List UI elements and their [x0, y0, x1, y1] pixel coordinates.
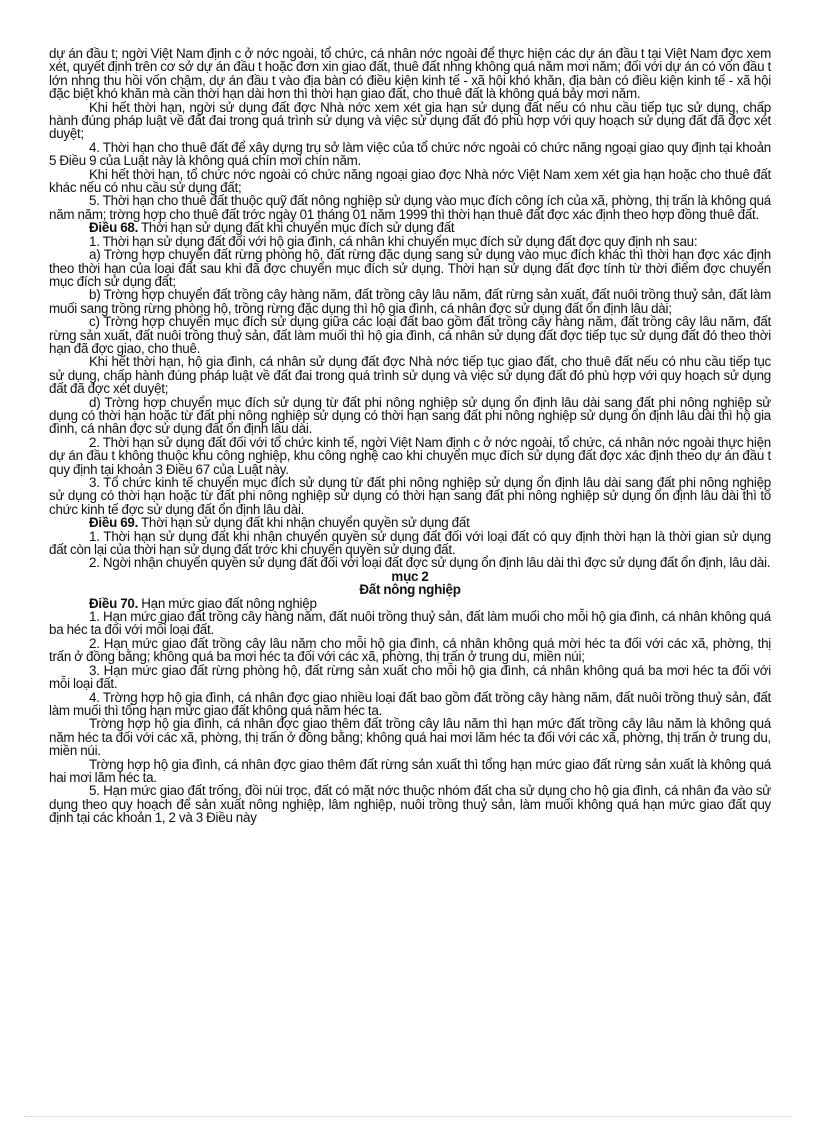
section-subtitle: Đất nông nghiệp — [359, 582, 461, 598]
paragraph — [49, 597, 771, 610]
paragraph — [49, 610, 771, 637]
paragraph-text: 3. Tổ chức kinh tế chuyển mục đích sử dụng từ đất phi nông nghiệp sử dụng ổn định lâu dài sang đất phi nông nghiệp sử dụng có thời hạn hoặc từ đất phi nông nghiệp sử dụng có thời hạn sang đất phi nông nghiệp sử dụng ổn định lâu dài thì tổ chức kinh tế đợc sử dụng đất ổn định lâu dài. — [49, 475, 771, 517]
paragraph-text: Thời hạn sử dụng đất khi chuyển mục đích sử dụng đất — [138, 220, 455, 236]
paragraph — [49, 248, 771, 288]
paragraph-text: 2. Thời hạn sử dụng đất đối với tổ chức kinh tế, ngời Việt Nam định c ở nớc ngoài, tổ chức, cá nhân nớc ngoài thực hiện dự án đầu t không thuộc khu công nghiệp, khu công nghệ cao khi chuyển mục đích sử dụng đất đợc xác định theo dự án đầu t quy định tại khoản 3 Điều 67 của Luật này. — [49, 434, 771, 477]
paragraph-text: Khi hết thời hạn, hộ gia đình, cá nhân sử dụng đất đợc Nhà nớc tiếp tục giao đất, cho thuê đất nếu có nhu cầu tiếp tục sử dụng, chấp hành đúng pháp luật về đất đai trong quá trình sử dụng và việc sử dụng đất đó phù hợp với quy hoạch sử dụng đất đã đợc xét duyệt; — [49, 354, 771, 397]
document-body-part-1 — [49, 47, 771, 570]
paragraph — [49, 637, 771, 664]
paragraph-text: 1. Thời hạn sử dụng đất đối với hộ gia đình, cá nhân khi chuyển mục đích sử dụng đất đợc quy định nh sau: — [89, 233, 698, 249]
paragraph — [49, 556, 771, 569]
paragraph-text: b) Trờng hợp chuyển đất trồng cây hàng năm, đất trồng cây lâu năm, đất rừng sản xuất, đất nuôi trồng thuỷ sản, đất làm muối sang trồng rừng phòng hộ, trồng rừng đặc dụng thì hộ gia đình, cá nhân đợc sử dụng đất ổn định lâu dài; — [49, 287, 771, 316]
article-label: Điều 68. — [89, 220, 139, 236]
paragraph — [49, 168, 771, 195]
paragraph — [49, 47, 771, 101]
paragraph — [49, 664, 771, 691]
section-title: mục 2 — [391, 568, 429, 584]
paragraph — [49, 141, 771, 168]
paragraph — [49, 221, 771, 234]
paragraph — [49, 288, 771, 315]
paragraph-text: 4. Thời hạn cho thuê đất để xây dựng trụ sở làm việc của tổ chức nớc ngoài có chức năng ngoại giao quy định tại khoản 5 Điều 9 của Luật này là không quá chín mơi chín năm. — [49, 139, 771, 169]
paragraph-text: Trờng hợp hộ gia đình, cá nhân đợc giao thêm đất trồng cây lâu năm thì hạn mức đất trồng cây lâu năm là không quá năm héc ta đối với các xã, phờng, thị trấn ở đồng bằng; không quá hai mơi lăm héc ta đối với các xã, phờng, thị trấn ở trung du, miền núi. — [49, 716, 771, 759]
paragraph — [49, 101, 771, 141]
document-body-part-2 — [49, 597, 771, 825]
paragraph-text: 1. Thời hạn sử dụng đất khi nhận chuyển quyền sử dụng đất đối với loại đất có quy định thời hạn là thời gian sử dụng đất còn lại của thời hạn sử dụng đất trớc khi chuyển quyền sử dụng đất. — [49, 528, 771, 558]
paragraph — [49, 194, 771, 221]
paragraph-text: 5. Thời hạn cho thuê đất thuộc quỹ đất nông nghiệp sử dụng vào mục đích công ích của xã, phờng, thị trấn là không quá năm năm; trờng hợp cho thuê đất trớc ngày 01 tháng 01 năm 1999 thì thời hạn thuê đất đợc xác định theo hợp đồng thuê đất. — [49, 193, 771, 222]
paragraph-text: a) Trờng hợp chuyển đất rừng phòng hộ, đất rừng đặc dụng sang sử dụng vào mục đích khác thì thời hạn đợc xác định theo thời hạn của loại đất sau khi đã đợc chuyển mục đích sử dụng. Thời hạn sử dụng đất đợc tính từ thời điểm đợc chuyển mục đích sử dụng đất; — [49, 247, 771, 289]
paragraph — [49, 436, 771, 476]
paragraph-text: 3. Hạn mức giao đất rừng phòng hộ, đất rừng sản xuất cho mỗi hộ gia đình, cá nhân không quá ba mơi héc ta đối với mỗi loại đất. — [49, 662, 771, 692]
paragraph-text: 4. Trờng hợp hộ gia đình, cá nhân đợc giao nhiều loại đất bao gồm đất trồng cây hàng năm, đất nuôi trồng thuỷ sản, đất làm muối thì tổng hạn mức giao đất không quá năm héc ta. — [49, 689, 771, 718]
paragraph — [49, 235, 771, 248]
paragraph — [49, 396, 771, 436]
paragraph — [49, 355, 771, 395]
document-page — [49, 47, 771, 825]
paragraph-text: 1. Hạn mức giao đất trồng cây hàng năm, đất nuôi trồng thuỷ sản, đất làm muối cho mỗi hộ gia đình, cá nhân không quá ba héc ta đối với mỗi loại đất. — [49, 609, 771, 638]
paragraph — [49, 691, 771, 718]
paragraph — [49, 784, 771, 824]
paragraph — [49, 516, 771, 529]
paragraph-text: dự án đầu t; ngời Việt Nam định c ở nớc ngoài, tổ chức, cá nhân nớc ngoài để thực hiện các dự án đầu t tại Việt Nam đợc xem xét, quyết định trên cơ sở dự án đầu t hoặc đơn xin giao đất, thuê đất nhng không quá năm mơi năm; đối với dự án có vốn đầu t lớn nhng thu hồi vốn chậm, dự án đầu t vào địa bàn có điều kiện kinh tế - xã hội khó khăn, địa bàn có điều kiện kinh tế - xã hội đặc biệt khó khăn mà cần thời hạn dài hơn thì thời hạn giao đất, cho thuê đất là không quá bảy mơi năm. — [49, 46, 771, 102]
paragraph-text: Thời hạn sử dụng đất khi nhận chuyển quyền sử dụng đất — [138, 515, 470, 531]
paragraph-text: Hạn mức giao đất nông nghiệp — [138, 595, 317, 611]
paragraph-text: Khi hết thời hạn, tổ chức nớc ngoài có chức năng ngoại giao đợc Nhà nớc Việt Nam xem xét gia hạn hoặc cho thuê đất khác nếu có nhu cầu sử dụng đất; — [49, 166, 771, 196]
page-bottom-divider — [24, 1116, 792, 1117]
paragraph-text: d) Trờng hợp chuyển mục đích sử dụng từ đất phi nông nghiệp sử dụng ổn định lâu dài sang đất phi nông nghiệp sử dụng có thời hạn hoặc từ đất phi nông nghiệp sử dụng có thời hạn sang đất phi nông nghiệp sử dụng ổn định lâu dài thì hộ gia đình, cá nhân đợc sử dụng đất ổn định lâu dài. — [49, 394, 771, 437]
paragraph — [49, 530, 771, 557]
paragraph — [49, 315, 771, 355]
paragraph — [49, 476, 771, 516]
paragraph-text: 5. Hạn mức giao đất trống, đồi núi trọc, đất có mặt nớc thuộc nhóm đất cha sử dụng cho hộ gia đình, cá nhân đa vào sử dụng theo quy hoạch để sản xuất nông nghiệp, lâm nghiệp, nuôi trồng thuỷ sản, làm muối không quá hạn mức giao đất quy định tại các khoản 1, 2 và 3 Điều này — [49, 783, 771, 826]
paragraph-text: Khi hết thời hạn, ngời sử dụng đất đợc Nhà nớc xem xét gia hạn sử dụng đất nếu có nhu cầu tiếp tục sử dụng, chấp hành đúng pháp luật về đất đai trong quá trình sử dụng và việc sử dụng đất đó phù hợp với quy hoạch sử dụng đất đã đợc xét duyệt; — [49, 99, 771, 142]
article-label: Điều 69. — [89, 515, 139, 531]
article-label: Điều 70. — [89, 595, 139, 611]
paragraph-text: 2. Ngời nhận chuyển quyền sử dụng đất đối với loại đất đợc sử dụng ổn định lâu dài thì đợc sử dụng đất ổn định, lâu dài. — [89, 555, 771, 571]
paragraph — [49, 717, 771, 757]
paragraph-text: Trờng hợp hộ gia đình, cá nhân đợc giao thêm đất rừng sản xuất thì tổng hạn mức giao đất rừng sản xuất là không quá hai mơi lăm héc ta. — [49, 756, 771, 785]
paragraph-text: 2. Hạn mức giao đất trồng cây lâu năm cho mỗi hộ gia đình, cá nhân không quá mời héc ta đối với các xã, phờng, thị trấn ở đồng bằng; không quá ba mơi héc ta đối với các xã, phờng, thị trấn ở trung du, miền núi; — [49, 635, 771, 665]
paragraph-text: c) Trờng hợp chuyển mục đích sử dụng giữa các loại đất bao gồm đất trồng cây hàng năm, đất trồng cây lâu năm, đất rừng sản xuất, đất nuôi trồng thuỷ sản, đất làm muối thì hộ gia đình, cá nhân sử dụng đất đợc tiếp tục sử dụng đất đó theo thời hạn đã đợc giao, cho thuê. — [49, 314, 771, 356]
paragraph — [49, 758, 771, 785]
